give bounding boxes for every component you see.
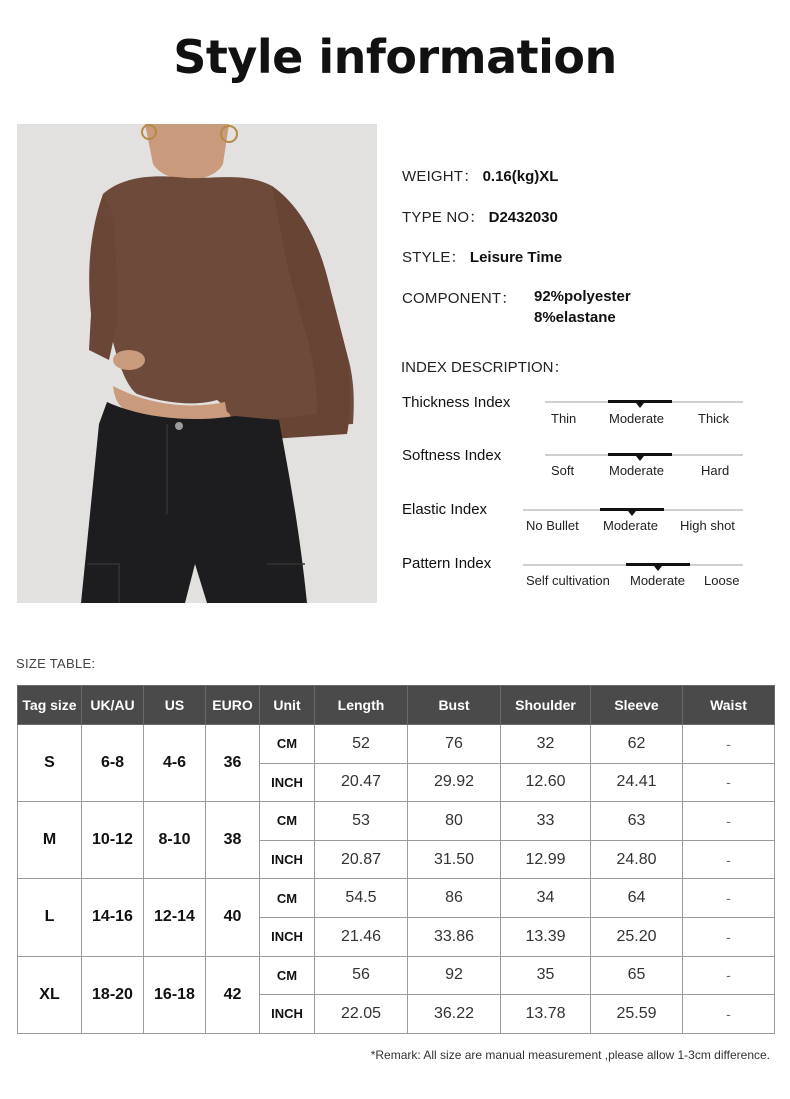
waist-cell: - bbox=[683, 956, 775, 995]
shoulder-cell: 34 bbox=[501, 879, 591, 918]
tag-size-cell: S bbox=[18, 725, 82, 802]
bust-cell: 80 bbox=[408, 802, 501, 841]
size-table-label: SIZE TABLE: bbox=[16, 656, 96, 671]
page-title: Style information bbox=[173, 30, 617, 84]
elastic-option-high-shot: High shot bbox=[680, 518, 735, 533]
length-cell: 22.05 bbox=[315, 995, 408, 1034]
table-row bbox=[18, 879, 775, 918]
us-cell: 4-6 bbox=[144, 725, 206, 802]
length-cell: 52 bbox=[315, 725, 408, 764]
unit-cm-cell: CM bbox=[260, 956, 315, 995]
product-photo bbox=[17, 124, 377, 603]
shoulder-cell: 33 bbox=[501, 802, 591, 841]
waist-cell: - bbox=[683, 995, 775, 1034]
header-us: US bbox=[144, 686, 206, 725]
thickness-option-moderate: Moderate bbox=[609, 411, 664, 426]
table-row bbox=[18, 956, 775, 995]
shoulder-cell: 12.60 bbox=[501, 763, 591, 802]
euro-cell: 38 bbox=[206, 802, 260, 879]
thickness-option-thick: Thick bbox=[698, 411, 730, 426]
length-cell: 56 bbox=[315, 956, 408, 995]
component-line-2: 8%elastane bbox=[534, 309, 616, 326]
size-table-header-row bbox=[18, 686, 775, 725]
us-cell: 8-10 bbox=[144, 802, 206, 879]
waist-cell: - bbox=[683, 763, 775, 802]
header-waist: Waist bbox=[683, 686, 775, 725]
tag-size-cell: XL bbox=[18, 956, 82, 1033]
header-bust: Bust bbox=[408, 686, 501, 725]
pattern-option-loose: Loose bbox=[704, 573, 740, 588]
elastic-option-no-bullet: No Bullet bbox=[526, 518, 579, 533]
sleeve-cell: 62 bbox=[591, 725, 683, 764]
unit-inch-cell: INCH bbox=[260, 763, 315, 802]
uk-au-cell: 10-12 bbox=[82, 802, 144, 879]
waist-cell: - bbox=[683, 917, 775, 956]
weight-label: WEIGHT： bbox=[402, 168, 479, 185]
remark-note: *Remark: All size are manual measurement ,please allow 1-3cm difference. bbox=[370, 1048, 770, 1062]
shoulder-cell: 35 bbox=[501, 956, 591, 995]
header-uk-au: UK/AU bbox=[82, 686, 144, 725]
unit-inch-cell: INCH bbox=[260, 917, 315, 956]
header-length: Length bbox=[315, 686, 408, 725]
component-values bbox=[534, 286, 631, 328]
weight-value: 0.16(kg)XL bbox=[482, 168, 559, 185]
us-cell: 16-18 bbox=[144, 956, 206, 1033]
length-cell: 20.87 bbox=[315, 840, 408, 879]
pattern-option-moderate: Moderate bbox=[630, 573, 685, 588]
bust-cell: 31.50 bbox=[408, 840, 501, 879]
thickness-option-thin: Thin bbox=[551, 411, 577, 426]
length-cell: 54.5 bbox=[315, 879, 408, 918]
header-sleeve: Sleeve bbox=[591, 686, 683, 725]
index-description-label: INDEX DESCRIPTION： bbox=[401, 359, 569, 376]
bust-cell: 86 bbox=[408, 879, 501, 918]
pattern-option-self-cultivation: Self cultivation bbox=[526, 573, 610, 588]
length-cell: 21.46 bbox=[315, 917, 408, 956]
style-value: Leisure Time bbox=[469, 249, 563, 266]
softness-option-hard: Hard bbox=[701, 463, 730, 478]
elastic-option-moderate: Moderate bbox=[603, 518, 658, 533]
bust-cell: 36.22 bbox=[408, 995, 501, 1034]
euro-cell: 40 bbox=[206, 879, 260, 956]
style-label: STYLE： bbox=[402, 249, 466, 266]
sleeve-cell: 63 bbox=[591, 802, 683, 841]
type-value: D2432030 bbox=[488, 209, 558, 226]
softness-index-label: Softness Index bbox=[402, 447, 502, 464]
bust-cell: 29.92 bbox=[408, 763, 501, 802]
uk-au-cell: 18-20 bbox=[82, 956, 144, 1033]
header-tag-size: Tag size bbox=[18, 686, 82, 725]
tag-size-cell: L bbox=[18, 879, 82, 956]
table-row bbox=[18, 725, 775, 764]
sleeve-cell: 65 bbox=[591, 956, 683, 995]
component-line-1: 92%polyester bbox=[534, 288, 631, 305]
softness-option-soft: Soft bbox=[551, 463, 575, 478]
bust-cell: 92 bbox=[408, 956, 501, 995]
length-cell: 20.47 bbox=[315, 763, 408, 802]
euro-cell: 36 bbox=[206, 725, 260, 802]
weight-row bbox=[402, 165, 558, 186]
sleeve-cell: 24.80 bbox=[591, 840, 683, 879]
thickness-index-label: Thickness Index bbox=[402, 394, 511, 411]
us-cell: 12-14 bbox=[144, 879, 206, 956]
model-wearing-top-illustration bbox=[17, 124, 377, 603]
uk-au-cell: 14-16 bbox=[82, 879, 144, 956]
bust-cell: 33.86 bbox=[408, 917, 501, 956]
shoulder-cell: 32 bbox=[501, 725, 591, 764]
unit-cm-cell: CM bbox=[260, 725, 315, 764]
length-cell: 53 bbox=[315, 802, 408, 841]
header-shoulder: Shoulder bbox=[501, 686, 591, 725]
unit-cm-cell: CM bbox=[260, 802, 315, 841]
size-table bbox=[17, 685, 775, 1034]
component-row bbox=[402, 287, 517, 308]
elastic-index-label: Elastic Index bbox=[402, 501, 488, 518]
softness-index-pointer-icon bbox=[636, 456, 644, 461]
unit-inch-cell: INCH bbox=[260, 840, 315, 879]
pattern-index-label: Pattern Index bbox=[402, 555, 492, 572]
sleeve-cell: 25.20 bbox=[591, 917, 683, 956]
softness-option-moderate: Moderate bbox=[609, 463, 664, 478]
type-label: TYPE NO： bbox=[402, 209, 485, 226]
unit-cm-cell: CM bbox=[260, 879, 315, 918]
pattern-index-pointer-icon bbox=[654, 566, 662, 571]
shoulder-cell: 12.99 bbox=[501, 840, 591, 879]
component-label: COMPONENT： bbox=[402, 290, 517, 307]
unit-inch-cell: INCH bbox=[260, 995, 315, 1034]
shoulder-cell: 13.39 bbox=[501, 917, 591, 956]
euro-cell: 42 bbox=[206, 956, 260, 1033]
header-unit: Unit bbox=[260, 686, 315, 725]
sleeve-cell: 24.41 bbox=[591, 763, 683, 802]
style-row bbox=[402, 246, 562, 267]
waist-cell: - bbox=[683, 840, 775, 879]
table-row bbox=[18, 802, 775, 841]
waist-cell: - bbox=[683, 725, 775, 764]
waist-cell: - bbox=[683, 802, 775, 841]
header-euro: EURO bbox=[206, 686, 260, 725]
sleeve-cell: 64 bbox=[591, 879, 683, 918]
uk-au-cell: 6-8 bbox=[82, 725, 144, 802]
type-row bbox=[402, 206, 558, 227]
shoulder-cell: 13.78 bbox=[501, 995, 591, 1034]
thickness-index-pointer-icon bbox=[636, 403, 644, 408]
tag-size-cell: M bbox=[18, 802, 82, 879]
elastic-index-pointer-icon bbox=[628, 511, 636, 516]
sleeve-cell: 25.59 bbox=[591, 995, 683, 1034]
bust-cell: 76 bbox=[408, 725, 501, 764]
waist-cell: - bbox=[683, 879, 775, 918]
